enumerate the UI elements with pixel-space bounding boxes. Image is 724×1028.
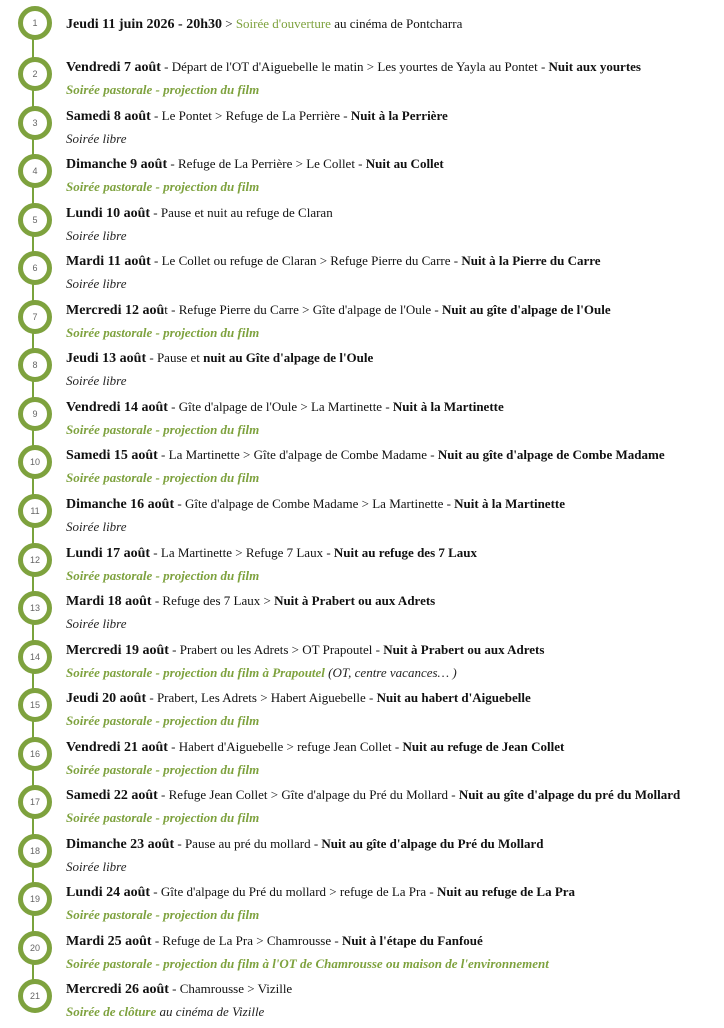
timeline-item bbox=[0, 883, 724, 931]
evening-line bbox=[66, 372, 127, 389]
night-location: Nuit aux yourtes bbox=[548, 59, 641, 74]
day-line bbox=[66, 544, 477, 562]
step-number: 9 bbox=[32, 408, 38, 419]
timeline-item bbox=[0, 301, 724, 349]
day-route: - Pause et nuit au refuge de Claran bbox=[150, 204, 333, 220]
day-date: Dimanche 9 août bbox=[66, 157, 168, 173]
day-date: Mercredi 19 août bbox=[66, 642, 169, 658]
day-date: Mardi 11 août bbox=[66, 254, 151, 270]
evening-line bbox=[66, 809, 259, 826]
step-number: 12 bbox=[29, 554, 40, 565]
step-marker bbox=[18, 57, 52, 91]
evening-line bbox=[66, 518, 127, 535]
step-marker bbox=[18, 397, 52, 431]
day-line bbox=[66, 301, 611, 319]
evening-line bbox=[66, 469, 259, 486]
timeline-item bbox=[0, 689, 724, 737]
timeline-item bbox=[0, 58, 724, 106]
day-route: - Habert d'Aiguebelle > refuge Jean Collet - bbox=[167, 738, 403, 754]
day-date: Lundi 24 août bbox=[66, 885, 151, 901]
night-location: Nuit au gîte d'alpage de Combe Madame bbox=[437, 447, 665, 463]
timeline-item-opening bbox=[0, 12, 724, 60]
opening-separator: > bbox=[221, 16, 236, 31]
evening-highlight: Soirée de clôture bbox=[66, 1004, 157, 1020]
day-route: - Chamrousse > Vizille bbox=[168, 981, 293, 997]
night-location: Nuit à l'étape du Fanfoué bbox=[341, 932, 483, 948]
timeline-item bbox=[0, 155, 724, 203]
day-date: Mardi 18 août bbox=[66, 594, 152, 610]
evening-line bbox=[66, 712, 259, 729]
evening-line bbox=[66, 227, 127, 244]
timeline-item bbox=[0, 398, 724, 446]
step-marker bbox=[18, 106, 52, 140]
timeline-item bbox=[0, 932, 724, 980]
evening-highlight: Soirée pastorale - projection du film bbox=[66, 567, 260, 583]
day-route: - Prabert ou les Adrets > OT Prapoutel - bbox=[168, 641, 384, 657]
evening-highlight: Soirée pastorale - projection du film bbox=[66, 324, 260, 340]
day-date: Mercredi 12 aoû bbox=[66, 302, 165, 318]
night-location: Nuit à Prabert ou aux Adrets bbox=[274, 593, 436, 609]
day-line bbox=[66, 398, 504, 416]
evening-text: Soirée libre bbox=[66, 616, 127, 632]
day-route: - Prabert, Les Adrets > Habert Aiguebelle - bbox=[146, 690, 377, 706]
day-route: - Gîte d'alpage du Pré du mollard > refuge de La Pra - bbox=[150, 884, 437, 900]
day-date: Samedi 22 août bbox=[66, 788, 158, 804]
evening-highlight: Soirée pastorale - projection du film bbox=[66, 179, 260, 195]
night-location: Nuit à la Perrière bbox=[350, 107, 448, 123]
night-location: Nuit à la Pierre du Carre bbox=[461, 253, 601, 269]
night-location: Nuit au refuge de Jean Collet bbox=[402, 738, 565, 754]
step-number: 21 bbox=[29, 991, 40, 1002]
day-line bbox=[66, 738, 564, 756]
night-location: Nuit à la Martinette bbox=[392, 398, 504, 414]
step-number: 11 bbox=[30, 505, 40, 516]
night-location: Nuit à Prabert ou aux Adrets bbox=[383, 641, 545, 657]
evening-highlight: Soirée pastorale - projection du film bbox=[66, 907, 260, 923]
day-route: - Pause et bbox=[146, 350, 204, 366]
evening-line bbox=[66, 130, 127, 147]
step-number: 20 bbox=[29, 942, 40, 953]
day-line bbox=[66, 252, 601, 270]
evening-line bbox=[66, 275, 127, 292]
evening-text: Soirée libre bbox=[66, 130, 127, 146]
night-location: Nuit au gîte d'alpage du Pré du Mollard bbox=[321, 835, 544, 851]
timeline-item bbox=[0, 446, 724, 494]
opening-event: Soirée d'ouverture bbox=[235, 16, 331, 31]
step-marker bbox=[18, 834, 52, 868]
evening-highlight: Soirée pastorale - projection du film bbox=[66, 421, 260, 437]
timeline-item bbox=[0, 544, 724, 592]
day-line bbox=[66, 689, 531, 707]
evening-line bbox=[66, 567, 259, 584]
step-number: 3 bbox=[32, 117, 38, 128]
step-number: 17 bbox=[29, 797, 40, 808]
day-line bbox=[66, 883, 575, 901]
step-number: 6 bbox=[32, 263, 38, 274]
day-route: - Départ de l'OT d'Aiguebelle le matin > Les yourtes de Yayla au Pontet - bbox=[160, 59, 549, 74]
step-marker bbox=[18, 882, 52, 916]
day-line bbox=[66, 592, 435, 610]
step-marker bbox=[18, 348, 52, 382]
step-number: 5 bbox=[32, 214, 38, 225]
day-line bbox=[66, 932, 483, 950]
step-number: 16 bbox=[29, 748, 40, 759]
night-location: Nuit au refuge des 7 Laux bbox=[333, 544, 478, 560]
day-date: Jeudi 13 août bbox=[66, 351, 147, 367]
step-marker bbox=[18, 688, 52, 722]
day-line bbox=[66, 786, 680, 804]
day-route: t - Refuge Pierre du Carre > Gîte d'alpage de l'Oule - bbox=[164, 301, 442, 317]
night-location: nuit au Gîte d'alpage de l'Oule bbox=[203, 350, 374, 366]
step-number: 8 bbox=[32, 360, 38, 371]
day-date: Dimanche 23 août bbox=[66, 836, 175, 852]
timeline-item bbox=[0, 495, 724, 543]
evening-highlight: Soirée pastorale - projection du film à Prapoutel bbox=[66, 664, 325, 680]
evening-line bbox=[66, 81, 259, 98]
evening-highlight: Soirée pastorale - projection du film bbox=[66, 82, 260, 97]
opening-date: Jeudi 11 juin 2026 - 20h30 bbox=[66, 17, 222, 32]
step-number: 13 bbox=[29, 603, 40, 614]
day-date: Samedi 15 août bbox=[66, 448, 158, 464]
day-route: - Refuge des 7 Laux > bbox=[151, 593, 275, 609]
evening-highlight: Soirée pastorale - projection du film bbox=[66, 470, 260, 486]
timeline-item bbox=[0, 252, 724, 300]
step-marker bbox=[18, 203, 52, 237]
day-date: Jeudi 20 août bbox=[66, 691, 147, 707]
night-location: Nuit au gîte d'alpage de l'Oule bbox=[441, 301, 611, 317]
day-line bbox=[66, 446, 665, 464]
day-date: Samedi 8 août bbox=[66, 108, 151, 124]
step-number: 19 bbox=[29, 894, 40, 905]
day-route: - Gîte d'alpage de l'Oule > La Martinette - bbox=[167, 398, 393, 414]
step-marker bbox=[18, 251, 52, 285]
day-line bbox=[66, 58, 641, 76]
step-number: 2 bbox=[32, 69, 38, 79]
day-date: Lundi 10 août bbox=[66, 205, 151, 221]
day-line bbox=[66, 641, 544, 659]
day-route: - Le Collet ou refuge de Claran > Refuge Pierre du Carre - bbox=[150, 253, 462, 269]
timeline-item bbox=[0, 835, 724, 883]
evening-text: Soirée libre bbox=[66, 276, 127, 292]
evening-highlight: Soirée pastorale - projection du film à l'OT de Chamrousse ou maison de l'environnement bbox=[66, 955, 549, 971]
day-route: - Pause au pré du mollard - bbox=[174, 835, 322, 851]
timeline-item bbox=[0, 592, 724, 640]
day-line bbox=[66, 980, 292, 998]
step-number: 18 bbox=[29, 845, 40, 856]
step-number: 10 bbox=[29, 457, 40, 468]
step-number: 4 bbox=[32, 166, 38, 177]
day-route: - Le Pontet > Refuge de La Perrière - bbox=[150, 107, 351, 123]
evening-text: Soirée libre bbox=[66, 373, 127, 389]
step-marker bbox=[18, 300, 52, 334]
evening-text: Soirée libre bbox=[66, 858, 127, 874]
evening-line bbox=[66, 906, 259, 923]
evening-highlight: Soirée pastorale - projection du film bbox=[66, 713, 260, 729]
step-marker bbox=[18, 154, 52, 188]
evening-highlight: Soirée pastorale - projection du film bbox=[66, 810, 260, 826]
evening-text: Soirée libre bbox=[66, 227, 127, 243]
step-marker bbox=[18, 445, 52, 479]
evening-highlight: Soirée pastorale - projection du film bbox=[66, 761, 260, 777]
day-date: Vendredi 21 août bbox=[66, 739, 168, 755]
step-marker bbox=[18, 6, 52, 40]
timeline-item bbox=[0, 738, 724, 786]
day-date: Mardi 25 août bbox=[66, 933, 152, 949]
night-location: Nuit au gîte d'alpage du pré du Mollard bbox=[458, 787, 681, 803]
timeline-item bbox=[0, 786, 724, 834]
evening-line bbox=[66, 324, 259, 341]
day-line bbox=[66, 835, 544, 853]
timeline-item bbox=[0, 204, 724, 252]
step-number: 7 bbox=[32, 311, 38, 322]
day-line bbox=[66, 155, 444, 173]
day-route: - Refuge de La Perrière > Le Collet - bbox=[167, 156, 366, 172]
day-route: - La Martinette > Refuge 7 Laux - bbox=[150, 544, 334, 560]
day-date: Vendredi 7 août bbox=[66, 60, 161, 75]
evening-line bbox=[66, 178, 259, 195]
day-route: - La Martinette > Gîte d'alpage de Combe Madame - bbox=[157, 447, 438, 463]
evening-text: (OT, centre vacances… ) bbox=[324, 664, 457, 680]
step-marker bbox=[18, 979, 52, 1013]
evening-line bbox=[66, 421, 259, 438]
day-route: - Refuge de La Pra > Chamrousse - bbox=[151, 932, 342, 948]
timeline-item bbox=[0, 107, 724, 155]
evening-text: au cinéma de Vizille bbox=[156, 1004, 265, 1020]
step-marker bbox=[18, 591, 52, 625]
day-date: Lundi 17 août bbox=[66, 545, 151, 561]
step-number: 1 bbox=[32, 18, 38, 28]
timeline-item bbox=[0, 641, 724, 689]
evening-line bbox=[66, 761, 259, 778]
evening-line bbox=[66, 615, 127, 632]
step-marker bbox=[18, 494, 52, 528]
step-marker bbox=[18, 737, 52, 771]
day-line bbox=[66, 349, 373, 367]
night-location: Nuit au refuge de La Pra bbox=[436, 884, 576, 900]
day-date: Mercredi 26 août bbox=[66, 982, 169, 998]
evening-line bbox=[66, 1003, 264, 1020]
evening-text: Soirée libre bbox=[66, 518, 127, 534]
step-marker bbox=[18, 785, 52, 819]
evening-line bbox=[66, 955, 549, 972]
step-marker bbox=[18, 931, 52, 965]
opening-place: au cinéma de Pontcharra bbox=[330, 16, 463, 31]
day-route: - Gîte d'alpage de Combe Madame > La Martinette - bbox=[174, 495, 455, 511]
step-marker bbox=[18, 543, 52, 577]
evening-line bbox=[66, 858, 127, 875]
day-route: - Refuge Jean Collet > Gîte d'alpage du Pré du Mollard - bbox=[157, 787, 459, 803]
day-line bbox=[66, 495, 565, 513]
day-date: Vendredi 14 août bbox=[66, 399, 168, 415]
night-location: Nuit à la Martinette bbox=[454, 495, 566, 511]
night-location: Nuit au habert d'Aiguebelle bbox=[376, 690, 531, 706]
day-line bbox=[66, 204, 333, 222]
timeline-item bbox=[0, 349, 724, 397]
evening-line bbox=[66, 664, 457, 681]
step-marker bbox=[18, 640, 52, 674]
step-number: 15 bbox=[29, 700, 40, 711]
night-location: Nuit au Collet bbox=[365, 156, 444, 172]
timeline-item bbox=[0, 980, 724, 1028]
step-number: 14 bbox=[29, 651, 40, 662]
day-date: Dimanche 16 août bbox=[66, 496, 175, 512]
opening-line bbox=[66, 15, 462, 33]
day-line bbox=[66, 107, 448, 125]
